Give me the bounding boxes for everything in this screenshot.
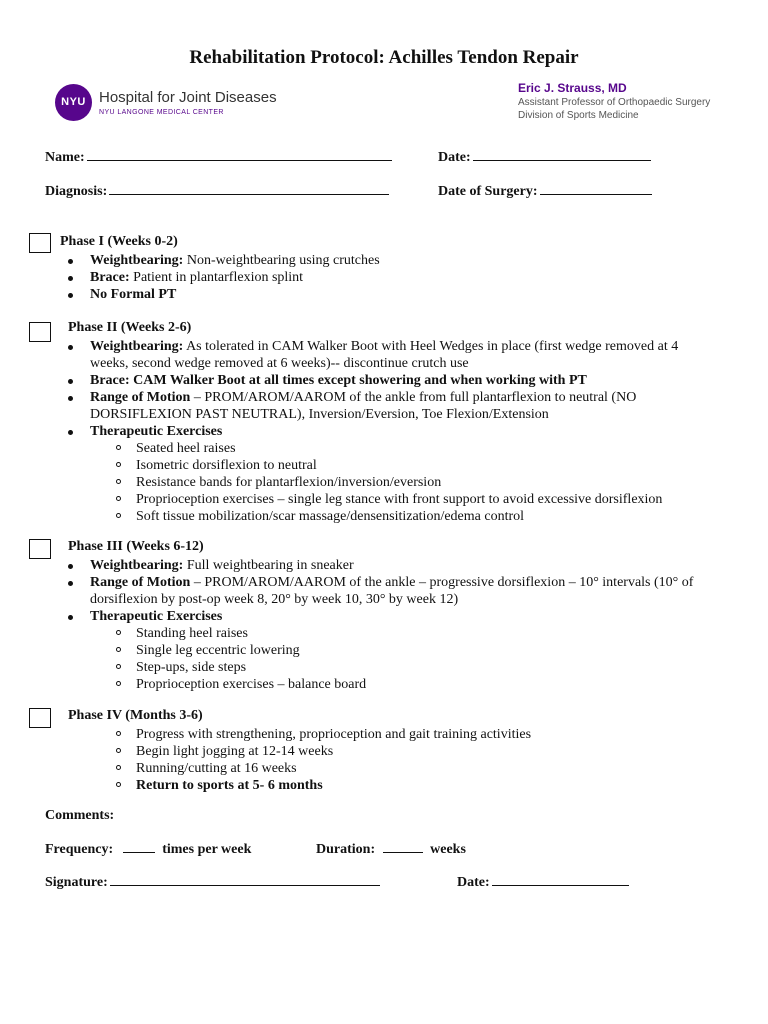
circle-bullet-icon [116, 647, 121, 652]
list-item: Single leg eccentric lowering [136, 642, 736, 659]
duration-suffix: weeks [430, 842, 466, 857]
duration-label: Duration: [316, 842, 376, 857]
signature-line[interactable] [110, 884, 380, 886]
list-item: Range of Motion – PROM/AROM/AAROM of the ankle – progressive dorsiflexion – 10° intervals (10° of dorsiflexion by post-op week 8, 20° by week 10, 30° by week 12) [90, 574, 715, 608]
circle-bullet-icon [116, 496, 121, 501]
doctor-info [518, 80, 710, 122]
circle-bullet-icon [116, 765, 121, 770]
doctor-division: Division of Sports Medicine [518, 110, 639, 121]
list-item: Resistance bands for plantarflexion/inversion/eversion [136, 474, 736, 491]
surgery-date-line[interactable] [540, 193, 652, 195]
bullet-icon [68, 276, 73, 281]
list-item: Weightbearing: Full weightbearing in sneaker [90, 557, 715, 574]
list-item: No Formal PT [90, 286, 730, 303]
list-item: Return to sports at 5- 6 months [136, 777, 736, 794]
circle-bullet-icon [116, 731, 121, 736]
list-item: Therapeutic Exercises [90, 608, 715, 625]
page-title: Rehabilitation Protocol: Achilles Tendon Repair [189, 47, 579, 68]
list-item: Running/cutting at 16 weeks [136, 760, 736, 777]
frequency-field[interactable] [45, 842, 251, 858]
circle-bullet-icon [116, 445, 121, 450]
circle-bullet-icon [116, 479, 121, 484]
phase-1-title: Phase I (Weeks 0-2) [60, 234, 178, 249]
frequency-line[interactable] [123, 851, 155, 853]
frequency-suffix: times per week [162, 842, 252, 857]
date-line[interactable] [473, 159, 651, 161]
nyu-logo-icon: NYU [55, 84, 92, 121]
name-label: Name: [45, 150, 85, 165]
phase-3-checkbox[interactable] [29, 539, 51, 559]
phase-3-sublist [136, 625, 736, 693]
hospital-name: Hospital for Joint Diseases [99, 88, 277, 106]
date-label: Date: [438, 150, 471, 165]
duration-line[interactable] [383, 851, 423, 853]
phase-4-sublist [136, 726, 736, 794]
bullet-icon [68, 396, 73, 401]
duration-field[interactable] [316, 842, 466, 858]
phase-2-list [90, 338, 715, 440]
circle-bullet-icon [116, 630, 121, 635]
hospital-logo [55, 80, 277, 124]
list-item: Isometric dorsiflexion to neutral [136, 457, 736, 474]
bullet-icon [68, 564, 73, 569]
hospital-subname: NYU LANGONE MEDICAL CENTER [99, 108, 224, 116]
bullet-icon [68, 345, 73, 350]
diagnosis-line[interactable] [109, 193, 389, 195]
phase-3-title: Phase III (Weeks 6-12) [68, 539, 204, 554]
surgery-date-label: Date of Surgery: [438, 184, 538, 199]
bullet-icon [68, 379, 73, 384]
footer-date-field[interactable] [457, 875, 629, 891]
circle-bullet-icon [116, 513, 121, 518]
bullet-icon [68, 430, 73, 435]
diagnosis-field[interactable] [45, 184, 389, 200]
phase-4-title: Phase IV (Months 3-6) [68, 708, 203, 723]
list-item: Soft tissue mobilization/scar massage/densensitization/edema control [136, 508, 736, 525]
signature-field[interactable] [45, 875, 380, 891]
comments-label: Comments: [45, 808, 115, 823]
list-item: Range of Motion – PROM/AROM/AAROM of the ankle from full plantarflexion to neutral (NO DORSIFLEXION PAST NEUTRAL), Inversion/Eversion, Toe Flexion/Extension [90, 389, 715, 423]
bullet-icon [68, 259, 73, 264]
phase-2-checkbox[interactable] [29, 322, 51, 342]
list-item: Proprioception exercises – balance board [136, 676, 736, 693]
bullet-icon [68, 615, 73, 620]
footer-date-line[interactable] [492, 884, 629, 886]
diagnosis-label: Diagnosis: [45, 184, 108, 199]
list-item: Weightbearing: Non-weightbearing using crutches [90, 252, 730, 269]
list-item: Proprioception exercises – single leg stance with front support to avoid excessive dorsiflexion [136, 491, 736, 508]
bullet-icon [68, 293, 73, 298]
phase-3-list [90, 557, 715, 625]
name-line[interactable] [87, 159, 392, 161]
phase-1-checkbox[interactable] [29, 233, 51, 253]
circle-bullet-icon [116, 664, 121, 669]
circle-bullet-icon [116, 782, 121, 787]
doctor-title: Assistant Professor of Orthopaedic Surgery [518, 97, 711, 108]
surgery-date-field[interactable] [438, 184, 652, 200]
date-field[interactable] [438, 150, 651, 166]
list-item: Progress with strengthening, proprioception and gait training activities [136, 726, 736, 743]
frequency-label: Frequency: [45, 842, 114, 857]
list-item: Therapeutic Exercises [90, 423, 715, 440]
circle-bullet-icon [116, 748, 121, 753]
circle-bullet-icon [116, 681, 121, 686]
list-item: Brace: CAM Walker Boot at all times except showering and when working with PT [90, 372, 715, 389]
footer-date-label: Date: [457, 875, 490, 890]
list-item: Weightbearing: As tolerated in CAM Walker Boot with Heel Wedges in place (first wedge removed at 4 weeks, second wedge removed at 6 weeks)-- discontinue crutch use [90, 338, 715, 372]
phase-4-checkbox[interactable] [29, 708, 51, 728]
bullet-icon [68, 581, 73, 586]
circle-bullet-icon [116, 462, 121, 467]
list-item: Standing heel raises [136, 625, 736, 642]
phase-1-list [90, 252, 730, 303]
phase-2-sublist [136, 440, 736, 525]
signature-label: Signature: [45, 875, 108, 890]
list-item: Seated heel raises [136, 440, 736, 457]
list-item: Step-ups, side steps [136, 659, 736, 676]
list-item: Brace: Patient in plantarflexion splint [90, 269, 730, 286]
list-item: Begin light jogging at 12-14 weeks [136, 743, 736, 760]
name-field[interactable] [45, 150, 392, 166]
phase-2-title: Phase II (Weeks 2-6) [68, 320, 192, 335]
doctor-name: Eric J. Strauss, MD [518, 81, 627, 95]
